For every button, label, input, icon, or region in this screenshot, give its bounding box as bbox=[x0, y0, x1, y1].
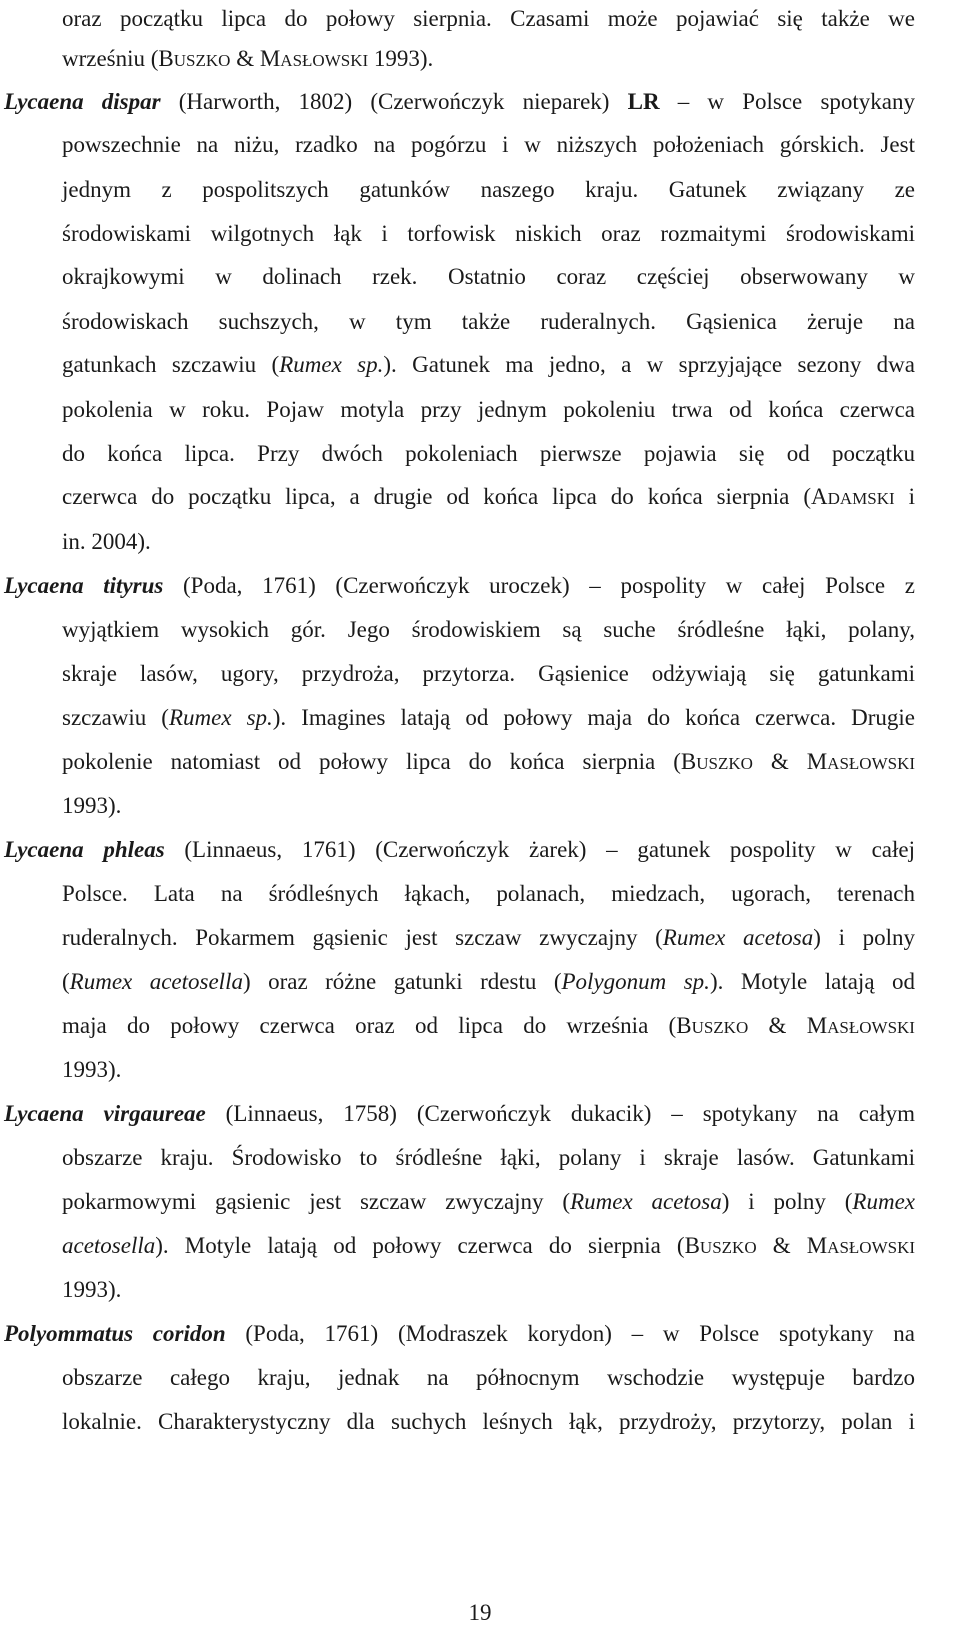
text-line: lokalnie. Charakterystyczny dla suchych leśnych łąk, przydroży, przytorzy, polan i bbox=[62, 1409, 915, 1434]
species-name: Polyommatus coridon bbox=[4, 1321, 226, 1346]
text-line: skraje lasów, ugory, przydroża, przytorza. Gąsienice odżywiają się gatunkami bbox=[62, 661, 915, 686]
species-name: Lycaena phleas bbox=[4, 837, 165, 862]
text-line: pokolenia w roku. Pojaw motyla przy jednym pokoleniu trwa od końca czerwca bbox=[62, 397, 915, 422]
species-entry-heading: Lycaena phleas (Linnaeus, 1761) (Czerwończyk żarek) – gatunek pospolity w całej bbox=[4, 837, 915, 862]
text-line: 1993). bbox=[62, 1277, 122, 1302]
text-line: in. 2004). bbox=[62, 529, 151, 554]
text-line: wyjątkiem wysokich gór. Jego środowiskiem są suche śródleśne łąki, polany, bbox=[62, 617, 915, 642]
text-line: 1993). bbox=[62, 793, 122, 818]
text-line: ruderalnych. Pokarmem gąsienic jest szczaw zwyczajny (Rumex acetosa) i polny bbox=[62, 925, 915, 950]
text-line: obszarze kraju. Środowisko to śródleśne łąki, polany i skraje lasów. Gatunkami bbox=[62, 1145, 915, 1170]
text-line: gatunkach szczawiu (Rumex sp.). Gatunek ma jedno, a w sprzyjające sezony dwa bbox=[62, 352, 916, 377]
text-line: okrajkowymi w dolinach rzek. Ostatnio coraz częściej obserwowany w bbox=[62, 264, 915, 289]
species-name: Lycaena virgaureae bbox=[4, 1101, 206, 1126]
text-line: Polsce. Lata na śródleśnych łąkach, polanach, miedzach, ugorach, terenach bbox=[62, 881, 915, 906]
species-entry-heading: Lycaena virgaureae (Linnaeus, 1758) (Czerwończyk dukacik) – spotykany na całym bbox=[4, 1101, 915, 1126]
text-line: pokolenie natomiast od połowy lipca do końca sierpnia (BUSZKO & MASŁOWSKI bbox=[62, 749, 916, 774]
text-line: środowiskach suchszych, w tym także ruderalnych. Gąsienica żeruje na bbox=[62, 309, 915, 334]
text-line: (Rumex acetosella) oraz różne gatunki rdestu (Polygonum sp.). Motyle latają od bbox=[62, 969, 915, 994]
text-line: środowiskami wilgotnych łąk i torfowisk niskich oraz rozmaitymi środowiskami bbox=[62, 221, 915, 246]
text-line: czerwca do początku lipca, a drugie od końca lipca do końca sierpnia (ADAMSKI i bbox=[62, 484, 915, 509]
text-line: pokarmowymi gąsienic jest szczaw zwyczajny (Rumex acetosa) i polny (Rumex bbox=[62, 1189, 915, 1214]
text-line: szczawiu (Rumex sp.). Imagines latają od połowy maja do końca czerwca. Drugie bbox=[62, 705, 915, 730]
species-entry-heading: Polyommatus coridon (Poda, 1761) (Modraszek korydon) – w Polsce spotykany na bbox=[4, 1321, 915, 1346]
text-line: oraz początku lipca do połowy sierpnia. Czasami może pojawiać się także we bbox=[62, 6, 915, 31]
text-line: do końca lipca. Przy dwóch pokoleniach pierwsze pojawia się od początku bbox=[62, 441, 915, 466]
page-number: 19 bbox=[468, 1600, 492, 1625]
species-entry-heading: Lycaena tityrus (Poda, 1761) (Czerwończyk uroczek) – pospolity w całej Polsce z bbox=[4, 573, 916, 598]
status-code: LR bbox=[627, 89, 660, 114]
text-line: wrześniu (BUSZKO & MASŁOWSKI 1993). bbox=[62, 46, 434, 71]
species-entry-heading: Lycaena dispar (Harworth, 1802) (Czerwończyk nieparek) LR – w Polsce spotykany bbox=[4, 89, 915, 114]
text-line: powszechnie na niżu, rzadko na pogórzu i w niższych położeniach górskich. Jest bbox=[62, 132, 915, 157]
species-name: Lycaena tityrus bbox=[4, 573, 164, 598]
text-line: maja do połowy czerwca oraz od lipca do września (BUSZKO & MASŁOWSKI bbox=[62, 1013, 915, 1038]
text-line: acetosella). Motyle latają od połowy czerwca do sierpnia (BUSZKO & MASŁOWSKI bbox=[62, 1233, 916, 1258]
species-name: Lycaena dispar bbox=[4, 89, 161, 114]
text-line: obszarze całego kraju, jednak na północnym wschodzie występuje bardzo bbox=[62, 1365, 915, 1390]
text-line: 1993). bbox=[62, 1057, 122, 1082]
text-line: jednym z pospolitszych gatunków naszego kraju. Gatunek związany ze bbox=[62, 177, 915, 202]
